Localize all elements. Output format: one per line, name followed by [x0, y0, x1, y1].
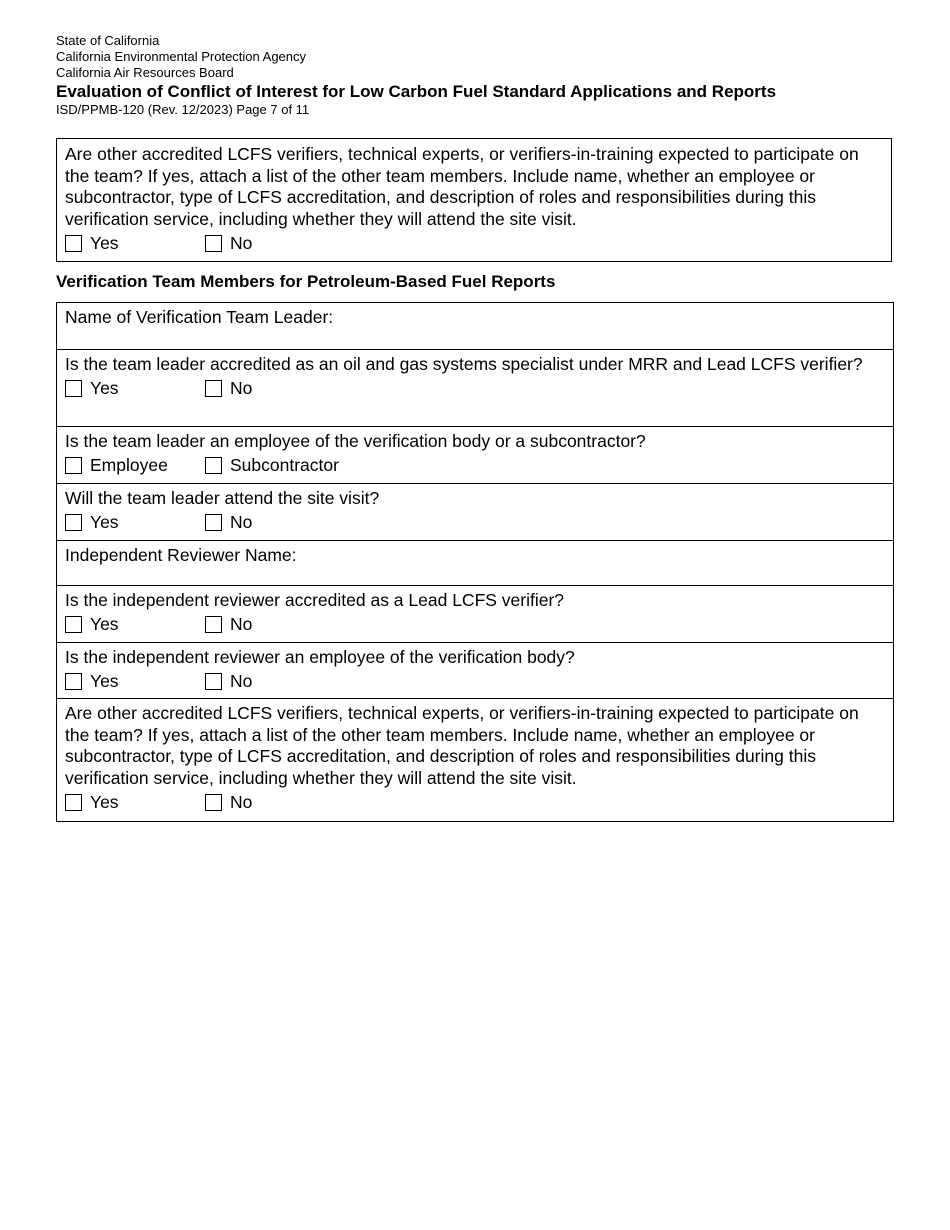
- question-text: Are other accredited LCFS verifiers, technical experts, or verifiers-in-training expected to participate on the team? If yes, attach a list of the other team members. Include name, whether an employee or subcontractor, type of LCFS accreditation, and description of roles and responsibilities during this verification service, including whether they will attend the site visit.: [65, 144, 859, 229]
- option-group: [65, 454, 885, 478]
- reviewer-employee-row: [57, 642, 893, 698]
- leader-site-visit-row: [57, 483, 893, 540]
- option-label: Yes: [90, 614, 119, 634]
- option-label: No: [230, 614, 253, 634]
- leader-employee-row: [57, 426, 893, 483]
- reviewer-name-field[interactable]: [57, 540, 893, 585]
- option-group: [65, 377, 885, 401]
- option-no[interactable]: [205, 614, 252, 635]
- option-label: Yes: [90, 378, 119, 398]
- option-label: Subcontractor: [230, 455, 339, 475]
- option-group: [65, 511, 885, 535]
- field-label: Name of Verification Team Leader:: [65, 307, 334, 327]
- option-yes[interactable]: [65, 614, 205, 635]
- option-label: Yes: [90, 232, 119, 253]
- checkbox[interactable]: [65, 673, 82, 690]
- option-label: No: [230, 232, 253, 253]
- checkbox[interactable]: [205, 235, 222, 252]
- checkbox[interactable]: [65, 457, 82, 474]
- checkbox[interactable]: [65, 514, 82, 531]
- option-label: No: [230, 512, 253, 532]
- option-label: Yes: [90, 671, 119, 691]
- form-id: ISD/PPMB-120 (Rev. 12/2023) Page 7 of 11: [56, 102, 310, 117]
- section-heading: Verification Team Members for Petroleum-Based Fuel Reports: [56, 272, 556, 291]
- option-yes[interactable]: [65, 233, 205, 254]
- option-no[interactable]: [205, 512, 252, 533]
- question-text: Is the team leader accredited as an oil and gas systems specialist under MRR and Lead LCFS verifier?: [65, 354, 863, 374]
- option-group: [65, 231, 883, 255]
- option-label: No: [230, 378, 253, 398]
- form-title: Evaluation of Conflict of Interest for Low Carbon Fuel Standard Applications and Reports: [56, 82, 777, 101]
- other-members-box-top: [56, 138, 892, 262]
- option-no[interactable]: [205, 792, 252, 813]
- checkbox[interactable]: [65, 794, 82, 811]
- leader-name-field[interactable]: [57, 303, 893, 349]
- agency-line: California Environmental Protection Agency: [56, 49, 307, 64]
- option-label: No: [230, 671, 253, 691]
- checkbox[interactable]: [205, 380, 222, 397]
- checkbox[interactable]: [65, 235, 82, 252]
- option-employee[interactable]: [65, 455, 205, 476]
- leader-accredited-row: [57, 349, 893, 426]
- option-yes[interactable]: [65, 378, 205, 399]
- question-text: Is the team leader an employee of the verification body or a subcontractor?: [65, 431, 646, 451]
- checkbox[interactable]: [65, 616, 82, 633]
- reviewer-accredited-row: [57, 585, 893, 642]
- other-members-row: [57, 698, 893, 821]
- checkbox[interactable]: [205, 616, 222, 633]
- field-label: Independent Reviewer Name:: [65, 545, 297, 565]
- checkbox[interactable]: [205, 794, 222, 811]
- option-label: Yes: [90, 791, 119, 812]
- option-group: [65, 613, 885, 637]
- checkbox[interactable]: [65, 380, 82, 397]
- option-no[interactable]: [205, 671, 252, 692]
- question-text: Is the independent reviewer accredited as a Lead LCFS verifier?: [65, 590, 565, 610]
- checkbox[interactable]: [205, 673, 222, 690]
- option-yes[interactable]: [65, 671, 205, 692]
- option-label: Employee: [90, 455, 168, 475]
- team-members-table: [56, 302, 894, 822]
- option-no[interactable]: [205, 233, 252, 254]
- checkbox[interactable]: [205, 457, 222, 474]
- question-text: Is the independent reviewer an employee of the verification body?: [65, 647, 575, 667]
- question-text: Are other accredited LCFS verifiers, technical experts, or verifiers-in-training expected to participate on the team? If yes, attach a list of the other team members. Include name, whether an employee or subcontractor, type of LCFS accreditation, and description of roles and responsibilities during this verification service, including whether they will attend the site visit.: [65, 703, 859, 788]
- option-label: No: [230, 791, 253, 812]
- option-group: [65, 670, 885, 694]
- question-text: Will the team leader attend the site visit?: [65, 488, 380, 508]
- option-no[interactable]: [205, 378, 252, 399]
- option-group: [65, 790, 885, 814]
- board-line: California Air Resources Board: [56, 65, 234, 80]
- document-header: [56, 33, 906, 118]
- checkbox[interactable]: [205, 514, 222, 531]
- option-yes[interactable]: [65, 512, 205, 533]
- state-line: State of California: [56, 33, 160, 48]
- option-subcontractor[interactable]: [205, 455, 339, 476]
- option-label: Yes: [90, 512, 119, 532]
- option-yes[interactable]: [65, 792, 205, 813]
